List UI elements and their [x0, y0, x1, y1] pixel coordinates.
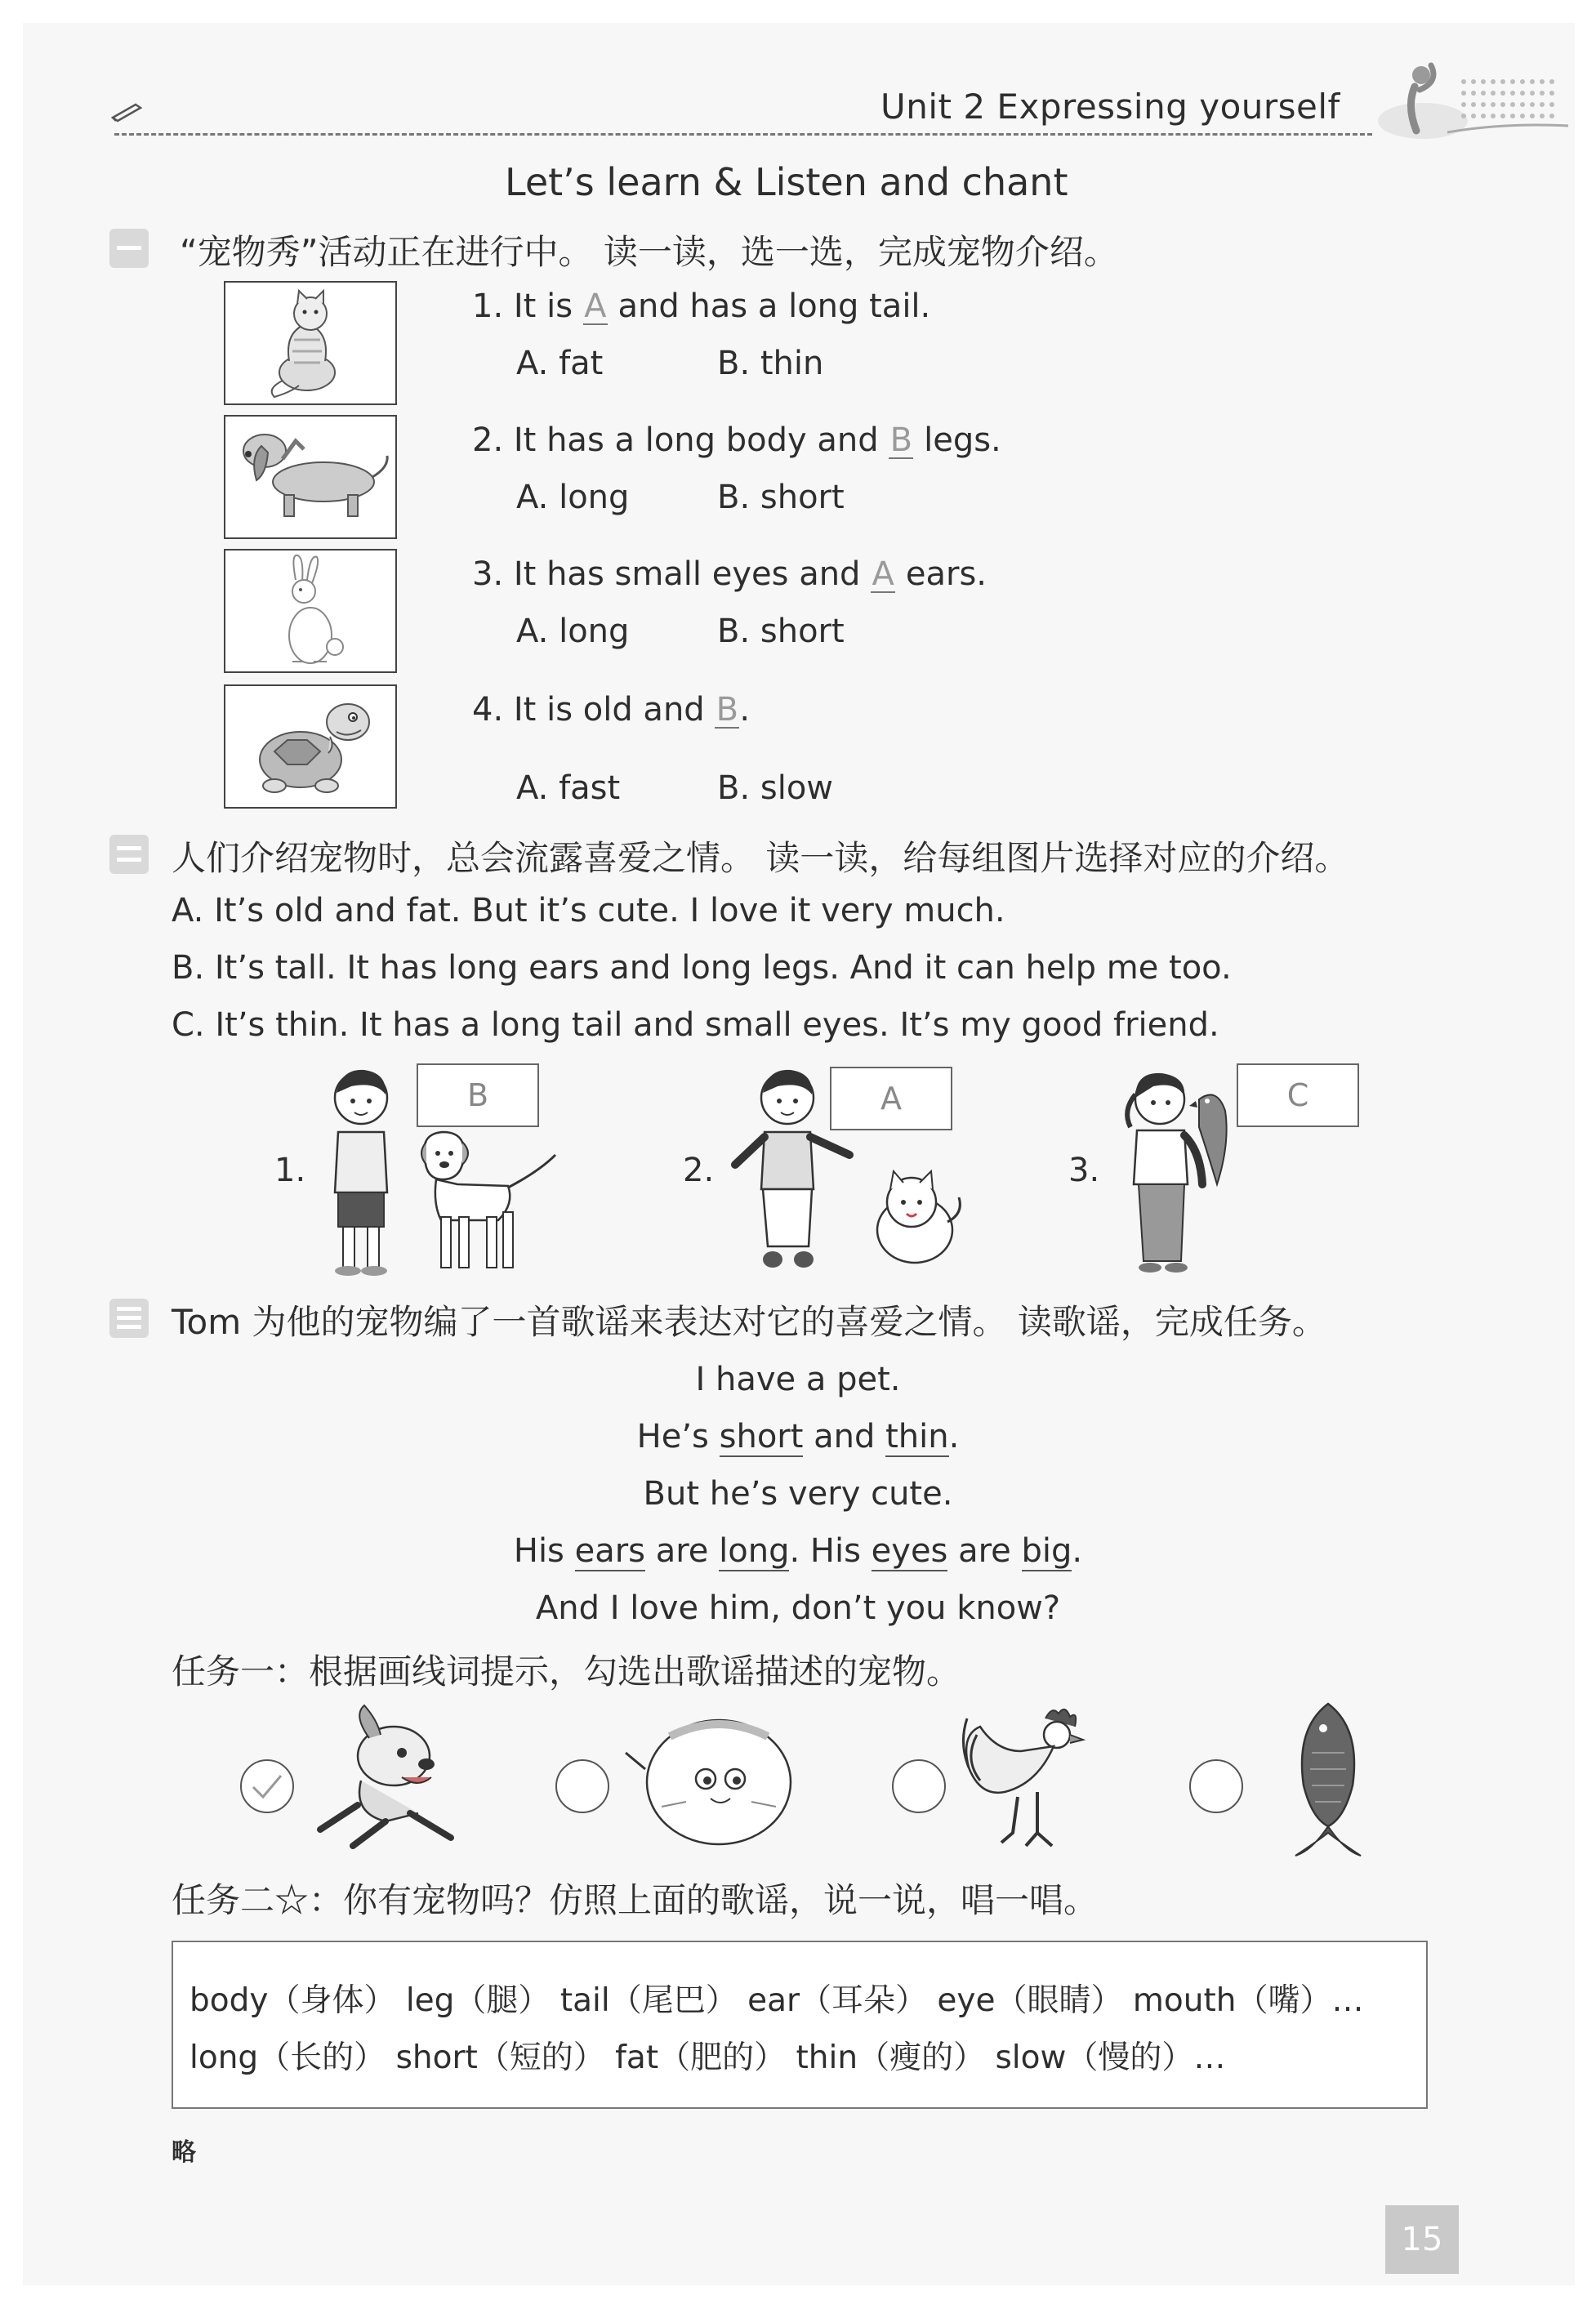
- running-dog-picture: [304, 1699, 467, 1854]
- part-two-instruction: 人们介绍宠物时，总会流露喜爱之情。 读一读，给每组图片选择对应的介绍。: [172, 838, 1349, 878]
- question-1-text-pre: 1. It is: [472, 288, 583, 325]
- picture-2-answer-bubble[interactable]: A: [830, 1067, 952, 1130]
- fish-picture: [1263, 1696, 1393, 1859]
- word-bank-box: [172, 1941, 1428, 2109]
- fat-cat-picture: [621, 1704, 800, 1851]
- chant-line-2-part: .: [948, 1418, 960, 1455]
- answer-note: 略: [172, 2138, 196, 2167]
- part-three-instruction: Tom 为他的宠物编了一首歌谣来表达对它的喜爱之情。 读歌谣，完成任务。: [172, 1302, 1326, 1342]
- chant-underlined-word: big: [1021, 1532, 1072, 1570]
- question-1-option-a[interactable]: A. fat: [516, 345, 604, 382]
- section-title: Let’s learn & Listen and chant: [505, 160, 1068, 204]
- chant-underlined-word: thin: [885, 1418, 949, 1455]
- question-4-option-b[interactable]: B. slow: [717, 769, 834, 807]
- chant-line-4-part: . His: [789, 1532, 872, 1570]
- question-3-answer[interactable]: A: [872, 555, 894, 593]
- girl-with-parrot-picture: [1111, 1062, 1258, 1279]
- header-divider: [114, 133, 1372, 136]
- dachshund-picture: [224, 415, 397, 539]
- chant-line-1: I have a pet.: [695, 1361, 901, 1398]
- chant-line-4-part: are: [947, 1532, 1022, 1570]
- pencil-icon: [111, 100, 144, 123]
- question-2-text-post: legs.: [913, 421, 1001, 459]
- fish-choice-checkbox[interactable]: [1189, 1759, 1243, 1813]
- part-one-icon: [109, 229, 149, 268]
- question-4-text-pre: 4. It is old and: [472, 691, 716, 729]
- chant-line-4-part: His: [513, 1532, 575, 1570]
- task-two-instruction: 任务二☆：你有宠物吗？仿照上面的歌谣，说一说，唱一唱。: [172, 1880, 1099, 1920]
- chant-line-2: [0, 1418, 1596, 1455]
- picture-1-answer-bubble[interactable]: B: [417, 1063, 539, 1127]
- chant-line-4-part: .: [1072, 1532, 1083, 1570]
- picture-2-number: 2.: [683, 1152, 715, 1189]
- chant-line-4-part: are: [645, 1532, 720, 1570]
- part-one-instruction: “宠物秀”活动正在进行中。 读一读，选一选，完成宠物介绍。: [180, 232, 1118, 272]
- cat-picture: [224, 281, 397, 405]
- question-1-answer[interactable]: A: [584, 288, 607, 325]
- question-3-option-a[interactable]: A. long: [516, 613, 630, 650]
- picture-1-number: 1.: [274, 1152, 306, 1189]
- rabbit-picture: [224, 549, 397, 673]
- part-two-option-a: A. It’s old and fat. But it’s cute. I love it very much.: [172, 892, 1005, 929]
- word-bank-row-1: body（身体） leg（腿） tail（尾巴） ear（耳朵） eye（眼睛） mouth（嘴）…: [189, 1982, 1364, 2019]
- question-3-option-b[interactable]: B. short: [717, 613, 845, 650]
- question-2-text-pre: 2. It has a long body and: [472, 421, 889, 459]
- chant-underlined-word: long: [719, 1532, 790, 1570]
- dog-choice-checkbox[interactable]: [240, 1759, 294, 1813]
- chant-underlined-word: ears: [574, 1532, 646, 1570]
- tortoise-picture: [224, 684, 397, 809]
- fat-cat-choice-checkbox[interactable]: [555, 1759, 609, 1813]
- rooster-picture: [956, 1702, 1094, 1862]
- rooster-choice-checkbox[interactable]: [892, 1759, 946, 1813]
- part-two-icon: [109, 835, 149, 874]
- chant-underlined-word: short: [719, 1418, 804, 1455]
- chant-line-5: And I love him, don’t you know?: [535, 1589, 1061, 1627]
- part-two-option-b: B. It’s tall. It has long ears and long legs. And it can help me too.: [172, 949, 1232, 987]
- picture-3-number: 3.: [1068, 1152, 1100, 1189]
- question-1-option-b[interactable]: B. thin: [717, 345, 824, 382]
- chant-line-2-part: and: [803, 1418, 886, 1455]
- question-4-answer[interactable]: B: [716, 691, 739, 729]
- part-two-option-c: C. It’s thin. It has a long tail and small eyes. It’s my good friend.: [172, 1006, 1219, 1044]
- chant-line-2-part: He’s: [636, 1418, 720, 1455]
- question-3-text-post: ears.: [895, 555, 987, 593]
- question-2-option-a[interactable]: A. long: [516, 479, 630, 516]
- question-2-option-b[interactable]: B. short: [717, 479, 845, 516]
- chant-line-4: [0, 1532, 1596, 1570]
- question-3: [472, 555, 987, 593]
- check-mark-icon: [242, 1761, 292, 1812]
- task-one-instruction: 任务一：根据画线词提示，勾选出歌谣描述的宠物。: [172, 1651, 961, 1692]
- chant-underlined-word: eyes: [871, 1532, 948, 1570]
- unit-title: Unit 2 Expressing yourself: [880, 87, 1340, 127]
- question-2: [472, 421, 1001, 459]
- chant-line-3: But he’s very cute.: [643, 1475, 953, 1513]
- part-three-icon: [109, 1299, 149, 1338]
- question-3-text-pre: 3. It has small eyes and: [472, 555, 872, 593]
- page-number: 15: [1385, 2205, 1459, 2274]
- picture-3-answer-bubble[interactable]: C: [1237, 1063, 1359, 1127]
- question-4: [472, 691, 750, 729]
- question-1: [472, 288, 930, 325]
- question-1-text-post: and has a long tail.: [607, 288, 931, 325]
- question-2-answer[interactable]: B: [889, 421, 913, 459]
- question-4-text-post: .: [739, 691, 751, 729]
- unit-logo-icon: [1374, 57, 1570, 147]
- word-bank-row-2: long（长的） short（短的） fat（肥的） thin（瘦的） slow（慢的）…: [189, 2039, 1226, 2076]
- question-4-option-a[interactable]: A. fast: [516, 769, 621, 807]
